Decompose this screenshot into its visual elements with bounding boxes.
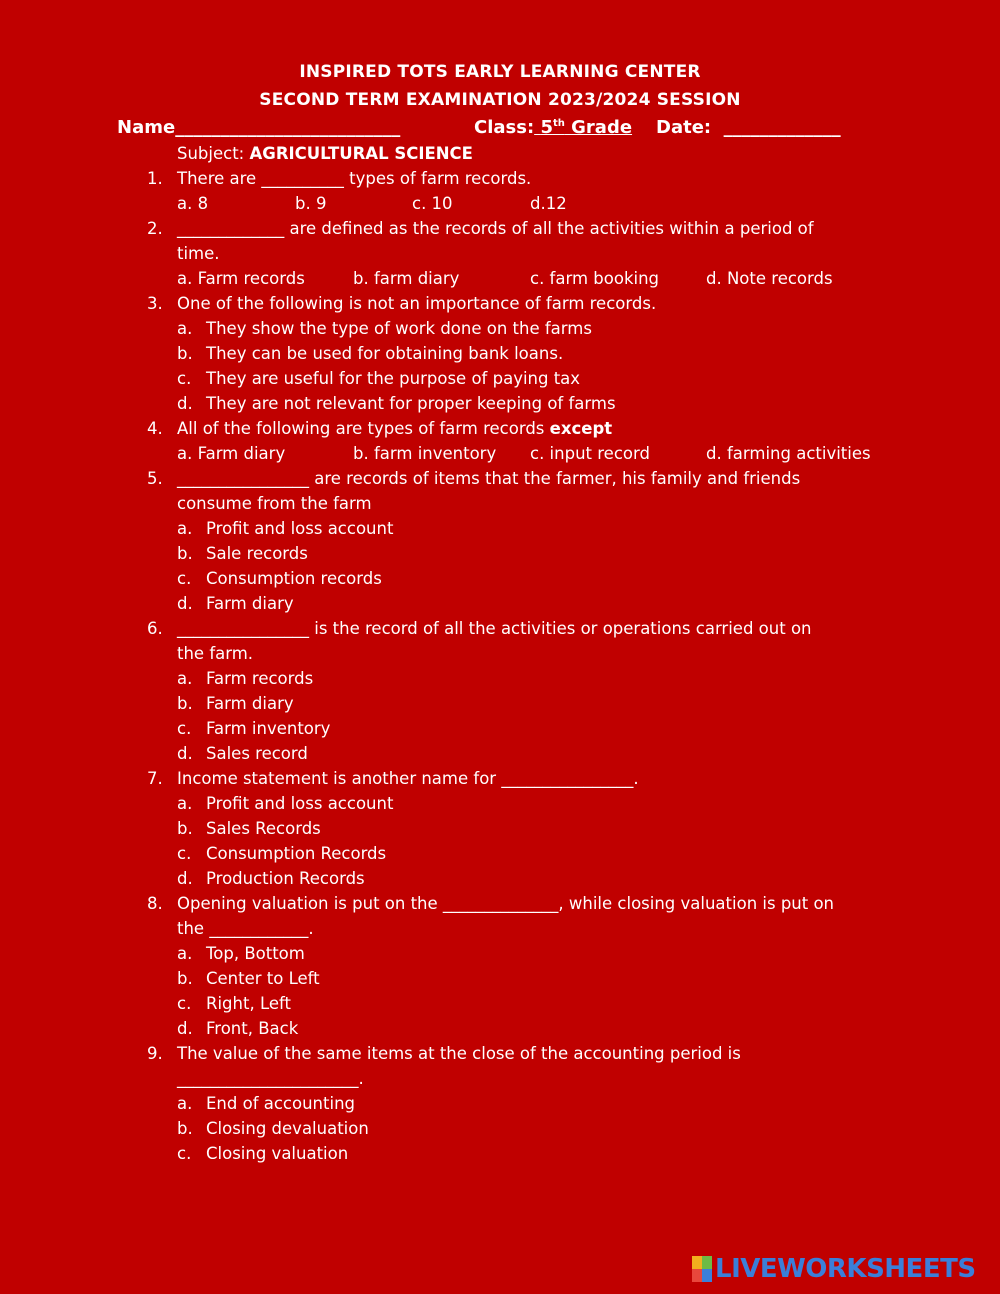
school-title: INSPIRED TOTS EARLY LEARNING CENTER xyxy=(299,62,701,82)
option-letter: a. xyxy=(177,519,193,538)
option[interactable]: b. farm inventory xyxy=(353,444,497,463)
option-letter: b. xyxy=(177,694,193,713)
option[interactable]: Top, Bottom xyxy=(206,944,305,963)
question-text: Income statement is another name for ________________. xyxy=(177,769,639,788)
option[interactable]: c. input record xyxy=(530,444,650,463)
option[interactable]: a. 8 xyxy=(177,194,209,213)
option[interactable]: d.12 xyxy=(530,194,567,213)
option[interactable]: d. farming activities xyxy=(706,444,871,463)
question-text: _____________ are defined as the records of all the activities within a period of xyxy=(177,219,814,238)
option[interactable]: They are useful for the purpose of paying tax xyxy=(206,369,581,388)
date-field[interactable]: _____________ xyxy=(723,117,841,138)
option[interactable]: Profit and loss account xyxy=(206,794,394,813)
option[interactable]: Production Records xyxy=(206,869,365,888)
option[interactable]: Sales record xyxy=(206,744,308,763)
exam-title: SECOND TERM EXAMINATION 2023/2024 SESSION xyxy=(259,90,741,110)
option-letter: b. xyxy=(177,1119,193,1138)
option[interactable]: Sale records xyxy=(206,544,308,563)
class-row xyxy=(474,117,632,138)
question-number: 8. xyxy=(147,894,163,913)
option-letter: b. xyxy=(177,819,193,838)
question-number: 6. xyxy=(147,619,163,638)
option-letter: b. xyxy=(177,344,193,363)
option-letter: d. xyxy=(177,744,193,763)
option-letter: a. xyxy=(177,794,193,813)
option[interactable]: Profit and loss account xyxy=(206,519,394,538)
option[interactable]: Consumption Records xyxy=(206,844,387,863)
option[interactable]: a. Farm diary xyxy=(177,444,286,463)
question-text-cont: ______________________. xyxy=(177,1069,364,1088)
question-text: The value of the same items at the close of the accounting period is xyxy=(177,1044,741,1063)
question-text: ________________ are records of items that the farmer, his family and friends xyxy=(177,469,801,488)
option[interactable]: Farm diary xyxy=(206,594,294,613)
subject-line xyxy=(177,144,473,163)
option[interactable]: c. farm booking xyxy=(530,269,660,288)
option[interactable]: Closing devaluation xyxy=(206,1119,369,1138)
option-letter: c. xyxy=(177,994,192,1013)
option[interactable]: Farm diary xyxy=(206,694,294,713)
option-letter: d. xyxy=(177,594,193,613)
question-text: There are __________ types of farm records. xyxy=(177,169,532,188)
name-field[interactable]: _________________________ xyxy=(175,117,401,138)
liveworksheets-wordmark: LIVEWORKSHEETS xyxy=(715,1254,976,1284)
question-number: 9. xyxy=(147,1044,163,1063)
date-row xyxy=(656,117,841,138)
question-text-cont: consume from the farm xyxy=(177,494,372,513)
option-letter: a. xyxy=(177,319,193,338)
option[interactable]: Center to Left xyxy=(206,969,320,988)
option-letter: b. xyxy=(177,544,193,563)
except-emphasis: except xyxy=(549,419,613,438)
question-text-cont: time. xyxy=(177,244,220,263)
option-letter: d. xyxy=(177,1019,193,1038)
option-letter: d. xyxy=(177,869,193,888)
question-number: 7. xyxy=(147,769,163,788)
liveworksheets-logo xyxy=(692,1254,976,1284)
question-number: 5. xyxy=(147,469,163,488)
option-letter: c. xyxy=(177,369,192,388)
liveworksheets-icon xyxy=(692,1256,712,1282)
option[interactable]: Farm inventory xyxy=(206,719,331,738)
option-letter: b. xyxy=(177,969,193,988)
question-text-cont: the farm. xyxy=(177,644,254,663)
class-label: Class: xyxy=(474,117,535,138)
subject-label: Subject: xyxy=(177,144,245,163)
option-letter: c. xyxy=(177,1144,192,1163)
question-text-cont: the ____________. xyxy=(177,919,314,938)
option-letter: a. xyxy=(177,1094,193,1113)
subject-value: AGRICULTURAL SCIENCE xyxy=(249,144,473,163)
question-number: 1. xyxy=(147,169,163,188)
option-letter: c. xyxy=(177,569,192,588)
option-letter: a. xyxy=(177,669,193,688)
option[interactable]: c. 10 xyxy=(412,194,453,213)
option[interactable]: They show the type of work done on the farms xyxy=(206,319,592,338)
option[interactable]: d. Note records xyxy=(706,269,833,288)
option[interactable]: Front, Back xyxy=(206,1019,299,1038)
option-letter: d. xyxy=(177,394,193,413)
option[interactable]: b. 9 xyxy=(295,194,327,213)
name-row xyxy=(117,117,400,138)
question-number: 3. xyxy=(147,294,163,313)
option[interactable]: b. farm diary xyxy=(353,269,460,288)
question-number: 2. xyxy=(147,219,163,238)
option[interactable]: End of accounting xyxy=(206,1094,355,1113)
option[interactable]: They are not relevant for proper keeping of farms xyxy=(206,394,616,413)
question-text: ________________ is the record of all the activities or operations carried out on xyxy=(177,619,812,638)
name-label: Name xyxy=(117,117,176,138)
option[interactable]: Right, Left xyxy=(206,994,291,1013)
question-number: 4. xyxy=(147,419,163,438)
class-value: 5th Grade xyxy=(540,117,633,138)
option[interactable]: Sales Records xyxy=(206,819,321,838)
option[interactable]: Farm records xyxy=(206,669,314,688)
option-letter: c. xyxy=(177,719,192,738)
question-text: Opening valuation is put on the ______________, while closing valuation is put on xyxy=(177,894,835,913)
date-label: Date: xyxy=(656,117,712,138)
option-letter: a. xyxy=(177,944,193,963)
option[interactable]: a. Farm records xyxy=(177,269,305,288)
question-text: One of the following is not an importance of farm records. xyxy=(177,294,657,313)
option-letter: c. xyxy=(177,844,192,863)
question-text: All of the following are types of farm records except xyxy=(177,419,613,438)
option[interactable]: Closing valuation xyxy=(206,1144,349,1163)
option[interactable]: They can be used for obtaining bank loans. xyxy=(206,344,564,363)
option[interactable]: Consumption records xyxy=(206,569,382,588)
